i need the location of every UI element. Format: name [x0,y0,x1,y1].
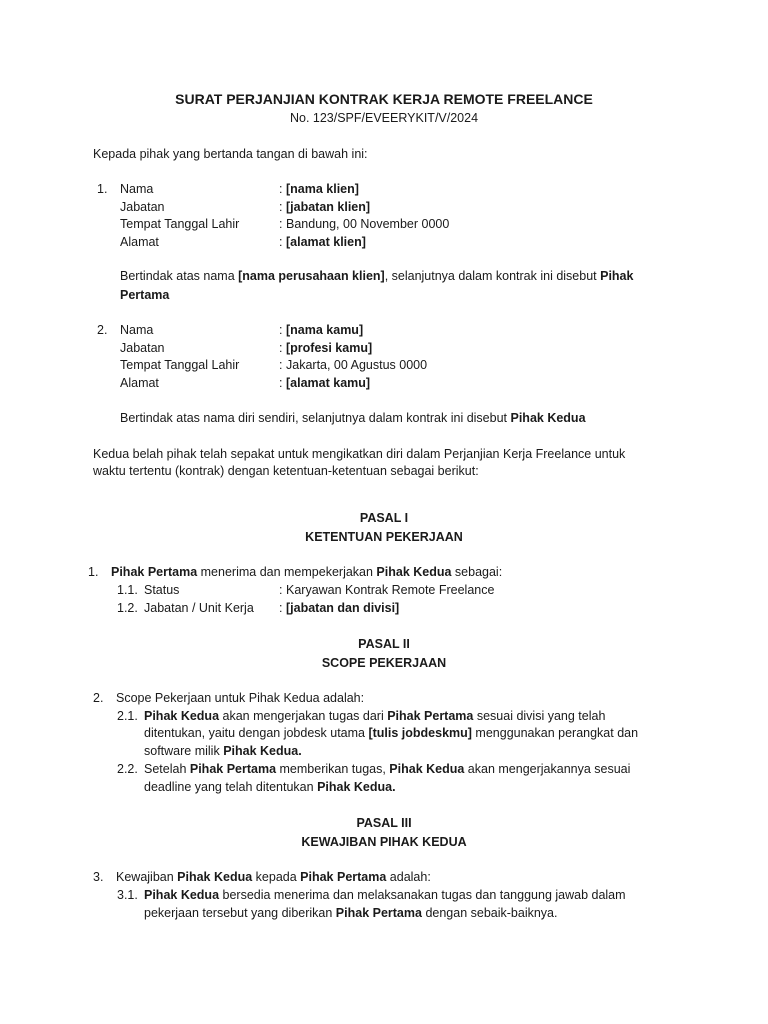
sub-item-line: pekerjaan tersebut yang diberikan Pihak Pertama dengan sebaik-baiknya. [144,906,558,920]
field-value: [profesi kamu] [286,341,373,355]
agreement-line-2: waktu tertentu (kontrak) dengan ketentuan-ketentuan sebagai berikut: [93,464,479,478]
field-label: Nama [120,182,154,196]
field-label: Nama [120,323,154,337]
party-1-act-line: Bertindak atas nama [nama perusahaan klien], selanjutnya dalam kontrak ini disebut Pihak [120,269,634,283]
field-value: [alamat klien] [286,235,366,249]
party-1-role: Pertama [120,288,170,302]
sub-item-value: Karyawan Kontrak Remote Freelance [286,583,495,597]
field-label: Alamat [120,235,159,249]
sub-item-number: 2.1. [117,709,138,723]
agreement-line-1: Kedua belah pihak telah sepakat untuk mengikatkan diri dalam Perjanjian Kerja Freelance untuk [93,447,626,461]
field-colon: : [279,323,283,337]
sub-item-colon: : [279,601,283,615]
party-2-number: 2. [97,323,108,337]
field-label: Alamat [120,376,159,390]
party-1-number: 1. [97,182,108,196]
document-title: SURAT PERJANJIAN KONTRAK KERJA REMOTE FREELANCE [175,91,593,107]
pasal-1-heading: PASAL I [359,511,409,525]
sub-item-line: Pihak Kedua bersedia menerima dan melaksanakan tugas dan tanggung jawab dalam [144,888,626,902]
field-colon: : [279,341,283,355]
sub-item-number: 1.2. [117,601,138,615]
sub-item-colon: : [279,583,283,597]
sub-item-line: Setelah Pihak Pertama memberikan tugas, Pihak Kedua akan mengerjakannya sesuai [144,762,631,776]
pasal-3-subheading: KEWAJIBAN PIHAK KEDUA [301,835,467,849]
pasal-1-lead: Pihak Pertama menerima dan mempekerjakan Pihak Kedua sebagai: [111,565,503,579]
pasal-3-lead: Kewajiban Pihak Kedua kepada Pihak Pertama adalah: [116,870,431,884]
sub-item-value: [jabatan dan divisi] [286,601,400,615]
field-colon: : [279,376,283,390]
field-value: [jabatan klien] [286,200,371,214]
sub-item-label: Status [144,583,180,597]
pasal-1-number: 1. [88,565,99,579]
sub-item-line: deadline yang telah ditentukan Pihak Kedua. [144,780,396,794]
sub-item-number: 2.2. [117,762,138,776]
field-label: Jabatan [120,341,165,355]
field-label: Tempat Tanggal Lahir [120,217,240,231]
pasal-2-heading: PASAL II [358,637,410,651]
field-value: [nama klien] [286,182,359,196]
field-label: Tempat Tanggal Lahir [120,358,240,372]
sub-item-line: software milik Pihak Kedua. [144,744,302,758]
field-colon: : [279,217,283,231]
pasal-3-heading: PASAL III [356,816,412,830]
sub-item-number: 1.1. [117,583,138,597]
pasal-3-number: 3. [93,870,104,884]
field-value: [nama kamu] [286,323,364,337]
pasal-2-lead: Scope Pekerjaan untuk Pihak Kedua adalah: [116,691,365,705]
field-value: Bandung, 00 November 0000 [286,217,450,231]
field-value: Jakarta, 00 Agustus 0000 [286,358,428,372]
field-colon: : [279,182,283,196]
sub-item-line: ditentukan, yaitu dengan jobdesk utama [tulis jobdeskmu] menggunakan perangkat dan [144,726,639,740]
field-label: Jabatan [120,200,165,214]
intro-text: Kepada pihak yang bertanda tangan di bawah ini: [93,147,368,161]
pasal-1-subheading: KETENTUAN PEKERJAAN [305,530,463,544]
document-number: No. 123/SPF/EVEERYKIT/V/2024 [289,111,479,125]
field-value: [alamat kamu] [286,376,371,390]
field-colon: : [279,358,283,372]
sub-item-label: Jabatan / Unit Kerja [144,601,254,615]
field-colon: : [279,235,283,249]
pasal-2-subheading: SCOPE PEKERJAAN [321,656,447,670]
sub-item-line: Pihak Kedua akan mengerjakan tugas dari Pihak Pertama sesuai divisi yang telah [144,709,606,723]
field-colon: : [279,200,283,214]
pasal-2-number: 2. [93,691,104,705]
sub-item-number: 3.1. [117,888,138,902]
party-2-act-line: Bertindak atas nama diri sendiri, selanjutnya dalam kontrak ini disebut Pihak Kedua [120,411,586,425]
